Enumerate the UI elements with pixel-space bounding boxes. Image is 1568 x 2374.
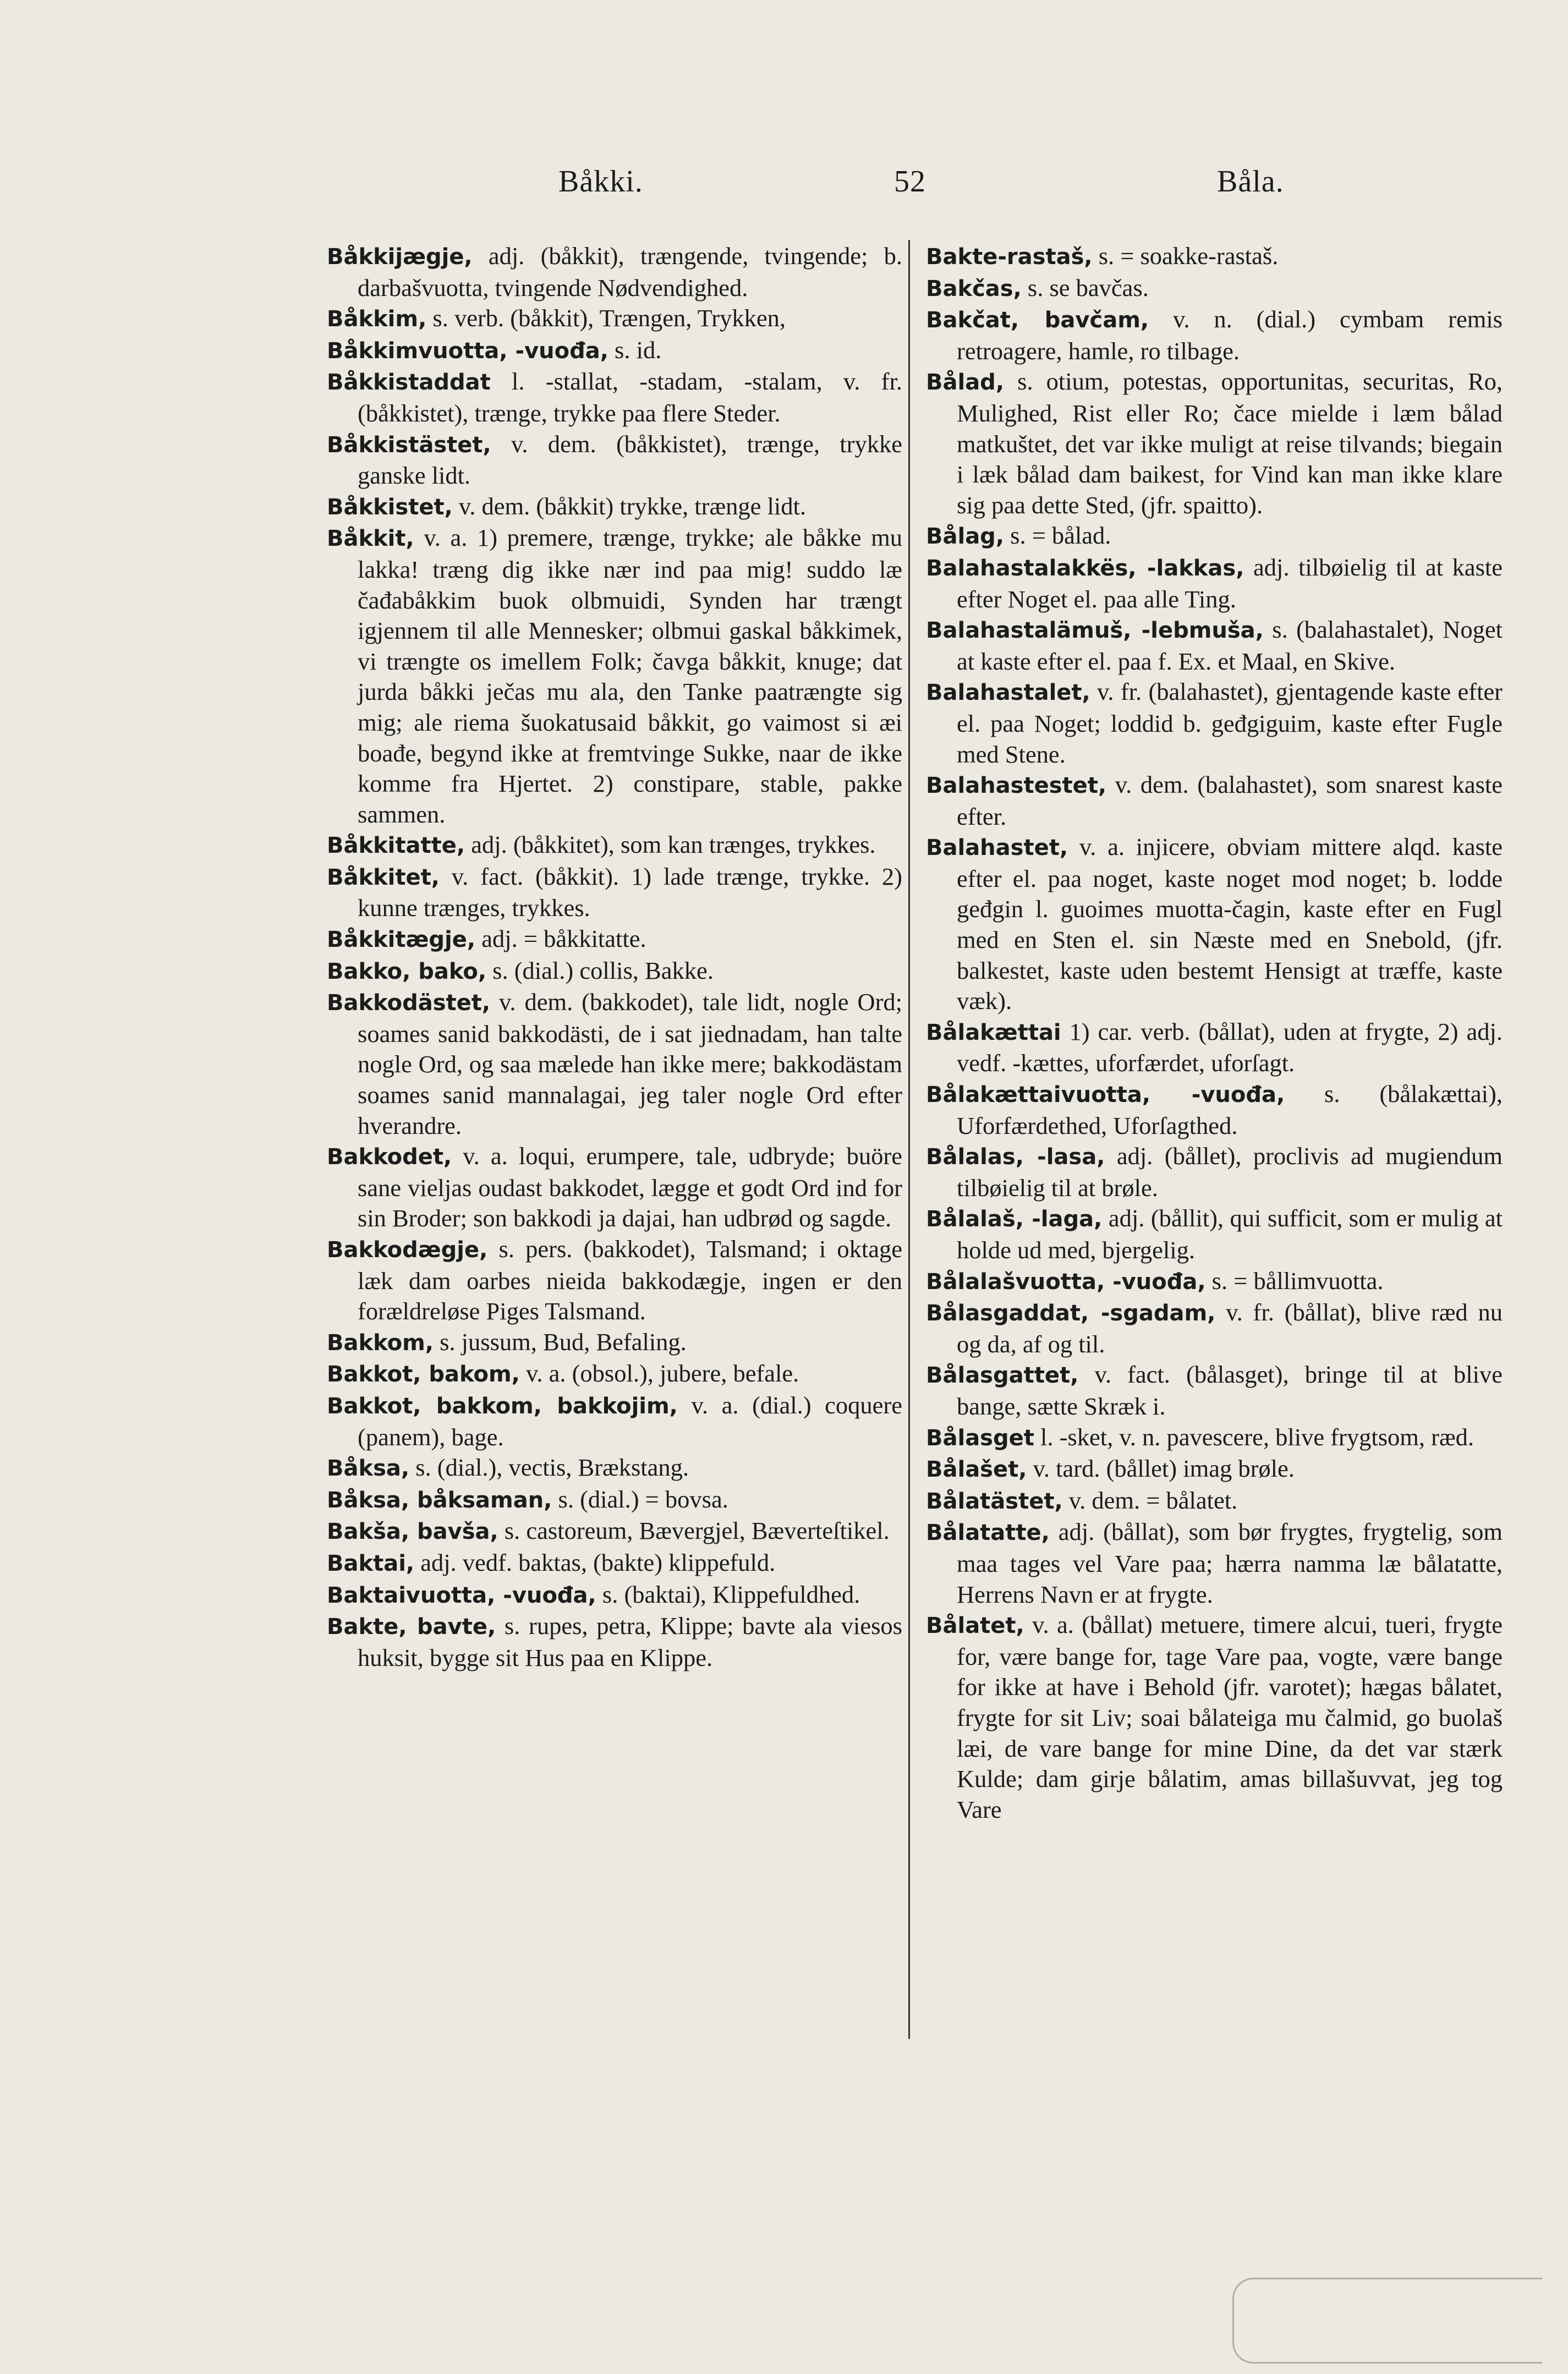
dictionary-entry xyxy=(327,523,902,830)
entry-definition: v. a. (obsol.), jubere, befale. xyxy=(525,1359,799,1388)
dictionary-entry xyxy=(327,1390,902,1452)
entry-headword: Bålalas, -lasa, xyxy=(926,1144,1105,1170)
entry-headword: Baktaivuotta, -vuođa, xyxy=(327,1582,596,1608)
entry-definition: v. dem. (båkkit) trykke, trænge lidt. xyxy=(458,492,807,520)
dictionary-entry xyxy=(327,491,902,523)
dictionary-entry xyxy=(327,1484,902,1516)
entry-definition: adj. (båkkitet), som kan trænges, trykkes. xyxy=(471,831,876,859)
entry-headword: Bakčas, xyxy=(926,276,1022,301)
dictionary-entry xyxy=(327,1611,902,1673)
dictionary-entry xyxy=(327,241,902,303)
entry-definition: s. = soakke-rastaš. xyxy=(1098,242,1279,270)
entry-headword: Båkkistaddat xyxy=(327,370,491,396)
entry-definition: adj. (bållat), som bør frygtes, frygtelig, som maa tages vel Vare paa; hærra namma læ bålatatte, Herrens Navn er at frygte. xyxy=(957,1518,1503,1608)
dictionary-entry xyxy=(327,956,902,988)
entry-definition: v. a. (bållat) metuere, timere alcui, tueri, frygte for, være bange for, tage Vare paa, vogte, være bange for ikke at have i Behold (jfr. varotet); hægas bålatet, frygte for sit Liv; soai bålateiga mu čalmid, go buolaš læi, de vare bange for mine Dine, da det var stærk Kulde; dam girje bålatim, amas billašuvvat, jeg tog Vare xyxy=(957,1611,1503,1823)
entry-headword: Bålalaš, -laga, xyxy=(926,1207,1103,1232)
entry-definition: adj. tilbøielig til at kaste efter Noget el. paa alle Ting. xyxy=(957,553,1503,613)
dictionary-entry xyxy=(926,366,1503,520)
dictionary-entry xyxy=(926,1359,1503,1422)
entry-headword: Balahastalämuš, -lebmuša, xyxy=(926,618,1264,644)
right-column xyxy=(926,241,1503,1825)
header-right: Båla. xyxy=(1217,165,1284,199)
dictionary-entry xyxy=(327,1516,902,1548)
entry-headword: Baktai, xyxy=(327,1550,415,1576)
entry-headword: Bålag, xyxy=(926,524,1005,550)
entry-definition: s. verb. (båkkit), Trængen, Trykken, xyxy=(432,304,786,332)
entry-headword: Båkkit, xyxy=(327,526,414,552)
entry-headword: Balahastalet, xyxy=(926,680,1090,706)
entry-definition: v. fact. (bålasget), bringe til at blive bange, sætte Skræk i. xyxy=(957,1361,1503,1420)
entry-headword: Båksa, xyxy=(327,1456,410,1482)
dictionary-entry xyxy=(926,677,1503,770)
entry-headword: Bakte, bavte, xyxy=(327,1614,496,1640)
entry-definition: s. id. xyxy=(615,336,662,364)
entry-headword: Båksa, båksaman, xyxy=(327,1487,552,1513)
entry-headword: Bålasget xyxy=(926,1425,1034,1451)
dictionary-entry xyxy=(926,520,1503,552)
entry-definition: s. (dial.) = bovsa. xyxy=(558,1485,728,1513)
dictionary-entry xyxy=(926,552,1503,615)
entry-definition: v. dem. = bålatet. xyxy=(1068,1486,1238,1514)
entry-definition: l. -sket, v. n. pavescere, blive frygtsom, ræd. xyxy=(1040,1423,1474,1451)
entry-definition: s. (balahastalet), Noget at kaste efter el. paa f. Ex. et Maal, en Skive. xyxy=(957,616,1503,675)
entry-definition: v. n. (dial.) cymbam remis retroagere, hamle, ro tilbage. xyxy=(957,305,1503,365)
entry-headword: Bakte-rastaš, xyxy=(926,244,1093,270)
entry-definition: s. (baktai), Klippefuldhed. xyxy=(602,1580,860,1608)
entry-definition: v. a. injicere, obviam mittere alqd. kaste efter el. paa noget, kaste noget mod noget; b. lodde geđgin l. guoimes muotta-čagin, kaste efter en Fugl med en Sten el. sin Næste med en Snebold, (jfr. balkestet, kaste uden bestemt Hensigt at træffe, kaste væk). xyxy=(957,833,1503,1015)
entry-headword: Bålatästet, xyxy=(926,1488,1063,1514)
dictionary-entry xyxy=(327,1452,902,1484)
entry-definition: adj. (båkkit), trængende, tvingende; b. darbašvuotta, tvingende Nødvendighed. xyxy=(358,242,902,301)
entry-definition: s. pers. (bakkodet), Talsmand; i oktage læk dam oarbes nieida bakkodægje, ingen er den forældreløse Piges Talsmand. xyxy=(358,1235,903,1325)
dictionary-entry xyxy=(926,1079,1503,1141)
entry-headword: Bålakættaivuotta, -vuođa, xyxy=(926,1082,1285,1108)
entry-definition: v. fact. (båkkit). 1) lade trænge, trykke. 2) kunne trænges, trykkes. xyxy=(358,862,903,922)
entry-headword: Bakša, bavša, xyxy=(327,1519,498,1545)
dictionary-entry xyxy=(327,987,902,1141)
entry-headword: Bakko, bako, xyxy=(327,958,487,984)
entry-definition: adj. (bållit), qui sufficit, som er mulig at holde ud med, bjergelig. xyxy=(957,1204,1503,1264)
dictionary-entry xyxy=(327,1548,902,1580)
entry-headword: Båkkijægje, xyxy=(327,244,473,270)
library-stamp-frame xyxy=(1232,2278,1542,2364)
dictionary-entry xyxy=(327,366,902,429)
dictionary-entry xyxy=(926,1297,1503,1359)
entry-headword: Balahastestet, xyxy=(926,773,1107,799)
entry-headword: Båkkitægje, xyxy=(327,927,476,953)
entry-headword: Bålasgattet, xyxy=(926,1363,1079,1389)
entry-headword: Bålatatte, xyxy=(926,1520,1050,1546)
entry-definition: adj. = båkkitatte. xyxy=(481,925,646,953)
entry-definition: s. (bålakættai), Uforfærdethed, Uforſagthed. xyxy=(957,1080,1503,1139)
header-left: Båkki. xyxy=(558,165,643,199)
dictionary-entry xyxy=(926,1485,1503,1517)
left-column xyxy=(327,241,902,1673)
entry-definition: s. se bavčas. xyxy=(1027,273,1149,301)
entry-headword: Bålakættai xyxy=(926,1019,1061,1045)
entry-definition: s. (dial.) collis, Bakke. xyxy=(492,956,714,984)
entry-definition: v. fr. (balahastet), gjentagende kaste efter el. paa Noget; loddid b. geđgiguim, kaste efter Fugle med Stene. xyxy=(957,678,1503,768)
dictionary-entry xyxy=(327,429,902,491)
entry-definition: s. = bålad. xyxy=(1010,522,1111,550)
dictionary-entry xyxy=(926,615,1503,677)
dictionary-entry xyxy=(926,1203,1503,1265)
entry-definition: s. rupes, petra, Klippe; bavte ala viesos huksit, bygge sit Hus paa en Klippe. xyxy=(358,1612,902,1671)
dictionary-entry xyxy=(327,303,902,335)
dictionary-entry xyxy=(327,830,902,862)
column-divider xyxy=(908,240,910,2039)
page-number: 52 xyxy=(894,165,926,199)
entry-definition: 1) car. verb. (bållat), uden at frygte, 2) adj. vedf. -kættes, uforfærdet, uforſagt. xyxy=(957,1017,1503,1077)
entry-headword: Balahastalakkës, -lakkas, xyxy=(926,555,1244,581)
dictionary-entry xyxy=(926,304,1503,366)
dictionary-entry xyxy=(327,1141,902,1234)
entry-definition: s. otium, potestas, opportunitas, securitas, Ro, Mulighed, Rist eller Ro; čace mielde i læm bålad matkuštet, det var ikke muligt at reise tilvands; biegain i læk bålad dam baikest, for Vind kan man ikke klare sig paa dette Sted, (jfr. spaitto). xyxy=(957,368,1503,519)
dictionary-entry xyxy=(926,832,1503,1017)
entry-definition: v. a. loqui, erumpere, tale, udbryde; buöre sane vieljas oudast bakkodet, lægge et godt Ord ind for sin Broder; son bakkodi ja dajai, han udbrød og sagde. xyxy=(358,1142,902,1232)
entry-definition: v. a. (dial.) coquere (panem), bage. xyxy=(358,1391,902,1451)
entry-definition: s. jussum, Bud, Befaling. xyxy=(440,1328,687,1356)
entry-definition: v. dem. (balahastet), som snarest kaste efter. xyxy=(957,771,1503,830)
entry-headword: Bakkodet, xyxy=(327,1144,452,1170)
dictionary-entry xyxy=(327,1358,902,1390)
entry-headword: Bakkodægje, xyxy=(327,1237,488,1263)
entry-definition: v. a. 1) premere, trænge, trykke; ale båkke mu lakka! træng dig ikke nær ind paa mig! suddo læ čađabåkkim buok olbmuidi, Synden har trængt igjennem til alle Mennesker; olbmui gaskal båkkimek, vi trængte os imellem Folk; čavga båkkit, knuge; dat jurda båkki ječas mu ala, den Tanke paatrængte sig mig; ale riema šuokatusaid båkkit, go vaimost si æi boađe, begynd ikke at fremtvinge Sukke, naar de ikke komme fra Hjertet. 2) constipare, stable, pakke sammen. xyxy=(358,524,902,828)
entry-headword: Bakkot, bakom, xyxy=(327,1362,520,1388)
dictionary-entry xyxy=(926,241,1503,273)
entry-definition: v. tard. (bållet) imag brøle. xyxy=(1033,1455,1295,1483)
entry-headword: Bakkot, bakkom, bakkojim, xyxy=(327,1393,678,1419)
entry-headword: Balahastet, xyxy=(926,835,1068,861)
entry-headword: Bakkodästet, xyxy=(327,990,491,1016)
entry-definition: adj. vedf. baktas, (bakte) klippefuld. xyxy=(420,1548,776,1576)
dictionary-entry xyxy=(926,1517,1503,1610)
entry-headword: Båkkitatte, xyxy=(327,833,465,859)
dictionary-entry xyxy=(926,1454,1503,1485)
entry-definition: l. -stallat, -stadam, -stalam, v. fr. (båkkistet), trænge, trykke paa flere Steder. xyxy=(358,368,902,427)
entry-headword: Båkkistet, xyxy=(327,494,453,520)
dictionary-entry xyxy=(327,924,902,956)
entry-definition: v. dem. (bakkodet), tale lidt, nogle Ord; soames sanid bakkodästi, de i sat jiednadam, han talte nogle Ord, og saa mælede han ikke mere; bakkodästam soames sanid mannalagai, jeg taler nogle Ord efter hverandre. xyxy=(358,988,902,1139)
entry-definition: adj. (bållet), proclivis ad mugiendum tilbøielig til at brøle. xyxy=(957,1142,1503,1202)
entry-headword: Båkkitet, xyxy=(327,864,440,890)
dictionary-entry xyxy=(327,335,902,367)
entry-headword: Bakčat, bavčam, xyxy=(926,308,1149,333)
entry-headword: Båkkimvuotta, -vuođa, xyxy=(327,338,608,364)
entry-definition: s. castoreum, Bævergjel, Bæverteſtikel. xyxy=(504,1517,890,1545)
entry-headword: Bålalašvuotta, -vuođa, xyxy=(926,1269,1206,1295)
dictionary-entry xyxy=(327,862,902,924)
entry-headword: Bakkom, xyxy=(327,1330,434,1356)
dictionary-entry xyxy=(926,1141,1503,1203)
entry-definition: s. = bållimvuotta. xyxy=(1211,1267,1384,1295)
entry-definition: s. (dial.), vectis, Brækstang. xyxy=(415,1454,689,1482)
dictionary-entry xyxy=(926,1610,1503,1825)
entry-headword: Båkkim, xyxy=(327,306,427,332)
entry-headword: Bålatet, xyxy=(926,1613,1024,1639)
entry-headword: Bålad, xyxy=(926,370,1005,396)
entry-headword: Båkkistästet, xyxy=(327,432,491,458)
dictionary-entry xyxy=(926,273,1503,305)
dictionary-entry xyxy=(926,1017,1503,1079)
dictionary-entry xyxy=(327,1580,902,1611)
entry-headword: Bålašet, xyxy=(926,1457,1027,1483)
entry-definition: v. dem. (båkkistet), trænge, trykke ganske lidt. xyxy=(358,430,902,490)
dictionary-entry xyxy=(926,770,1503,832)
entry-definition: v. fr. (bållat), blive ræd nu og da, af og til. xyxy=(957,1298,1503,1358)
dictionary-entry xyxy=(327,1327,902,1359)
dictionary-entry xyxy=(926,1422,1503,1454)
dictionary-entry xyxy=(327,1234,902,1327)
dictionary-entry xyxy=(926,1266,1503,1298)
entry-headword: Bålasgaddat, -sgadam, xyxy=(926,1301,1216,1326)
